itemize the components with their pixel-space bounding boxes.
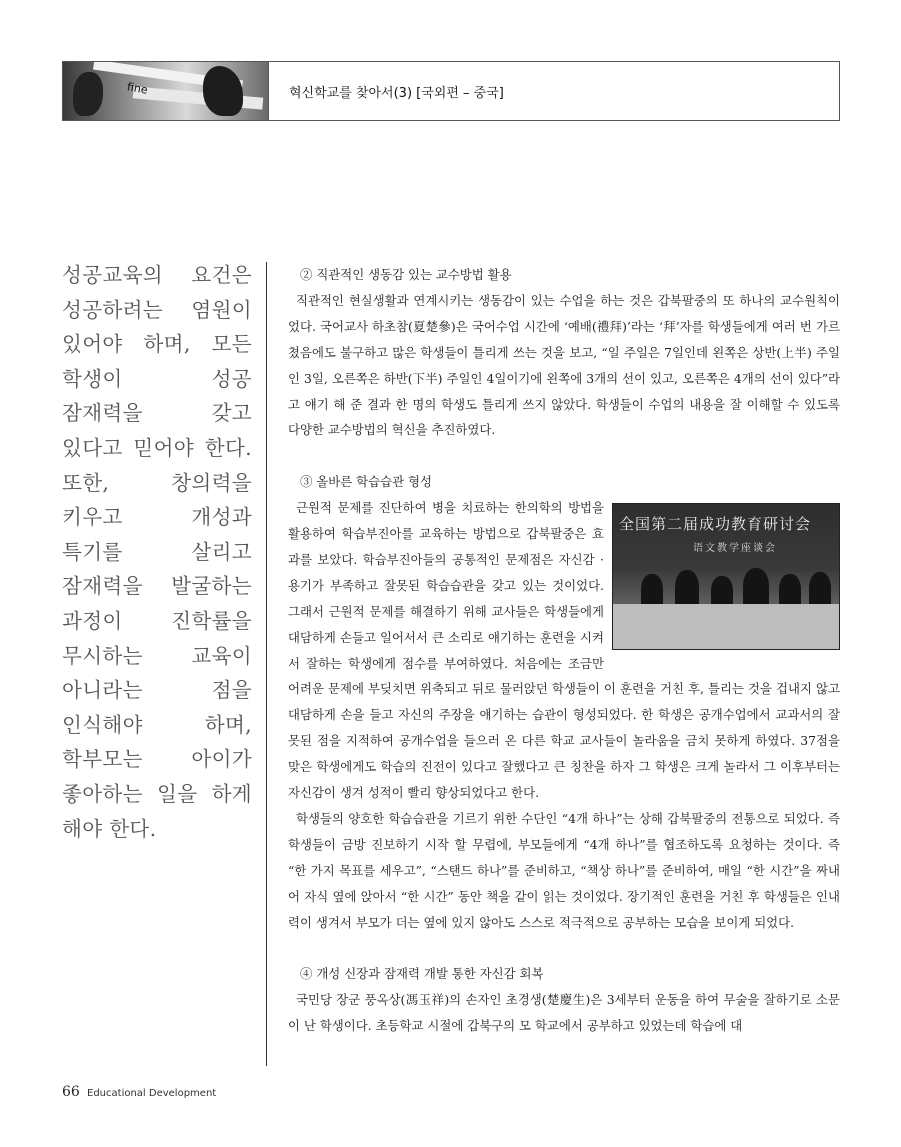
photo-banner-text: 全国第二届成功教育研讨会 xyxy=(619,515,812,534)
page-header xyxy=(62,61,840,121)
footer-label: Educational Development xyxy=(87,1088,217,1099)
section-3-paragraph-1: 근원적 문제를 진단하여 병을 치료하는 한의학의 방법을 활용하여 학습부진아를 교육하는 방법으로 갑북팔중은 효과를 보았다. 학습부진아들의 공통적인 문제점은 자신감 · 용기가 부족하고 잘못된 학습습관을 갖고 있는 것이었다. 그래서 근원적 문제를 해결하기 위해 교사들은 학생들에게 대담하게 손들고 일어서서 큰 소리로 얘기하는 훈련을 시켜서 잘하는 학생에게 점수를 부여하였다. 처음에는 조금만 어려운 문제에 부딪치면 위축되고 뒤로 물러앉던 학생들이 이 훈련을 거친 후, 틀리는 것을 겁내지 않고 대담하게 손을 들고 자신의 주장을 얘기하는 습관이 형성되었다. 한 학생은 공개수업에서 교과서의 잘못된 점을 지적하여 공개수업을 들으러 온 다른 학교 교사들이 놀라움을 금치 못하게 하였다. 37점을 맞은 학생에게도 학습의 진전이 있다고 잘했다고 큰 칭찬을 하자 그 학생은 크게 놀라서 그 이후부터는 자신감이 생겨 성적이 빨리 향상되었다고 한다. xyxy=(288,500,840,801)
page-number: 66 xyxy=(62,1084,80,1100)
header-title: 혁신학교를 찾아서(3) [국외편 – 중국] xyxy=(289,85,504,101)
header-photo-text: fine xyxy=(126,80,149,97)
pull-quote: 성공교육의 요건은 성공하려는 염원이 있어야 하며, 모든 학생이 성공 잠재력을 갖고 있다고 믿어야 한다. 또한, 창의력을 키우고 개성과 특기를 살리고 잠재력을 발굴하는 과정이 진학률을 무시하는 교육이 아니라는 점을 인식해야 하며, 학부모는 아이가 좋아하는 일을 하게 해야 한다. xyxy=(62,263,252,841)
header-photo xyxy=(63,62,269,120)
section-heading-4: ④ 개성 신장과 잠재력 개발 통한 자신감 회복 xyxy=(300,966,544,982)
column-divider xyxy=(266,262,267,1066)
page-footer xyxy=(62,1084,216,1100)
section-3-paragraph-2: 학생들의 양호한 학습습관을 기르기 위한 수단인 “4개 하나”는 상해 갑북팔중의 전통으로 되었다. 즉 학생들이 금방 진보하기 시작 할 무렵에, 부모들에게 “4개 하나”를 협조하도록 요청하는 것이다. 즉 “한 가지 목표를 세우고”, “스탠드 하나”를 준비하고, “책상 하나”를 준비하여, 매일 “한 시간”을 짜내어 자식 옆에 앉아서 “한 시간” 동안 책을 같이 읽는 것이었다. 장기적인 훈련을 거친 후 학생들은 인내력이 생겨서 부모가 더는 옆에 있지 않아도 스스로 적극적으로 공부하는 모습을 보이게 되었다. xyxy=(288,811,840,930)
section-4-paragraph: 국민당 장군 풍옥상(馮玉祥)의 손자인 초경생(楚慶生)은 3세부터 운동을 하여 무술을 잘하기로 소문이 난 학생이다. 초등학교 시절에 갑북구의 모 학교에서 공부하고 있었는데 학습에 대 xyxy=(288,992,840,1034)
photo-subbanner-text: 语文教学座谈会 xyxy=(693,543,777,555)
article-body xyxy=(288,262,840,1039)
section-heading-2: ② 직관적인 생동감 있는 교수방법 활용 xyxy=(300,267,512,282)
section-heading-3: ③ 올바른 학습습관 형성 xyxy=(300,474,432,490)
conference-photo xyxy=(612,503,840,650)
section-2-paragraph: 직관적인 현실생활과 연계시키는 생동감이 있는 수업을 하는 것은 갑북팔중의 또 하나의 교수원칙이었다. 국어교사 하초참(夏楚參)은 국어수업 시간에 ‘예배(禮拜)’라는 ‘拜’자를 학생들에게 여러 번 가르쳤음에도 불구하고 많은 학생들이 틀리게 쓰는 것을 보고, “일 주일은 7일인데 왼쪽은 상반(上半) 주일인 3일, 오른쪽은 하반(下半) 주일인 4일이기에 왼쪽에 3개의 선이 있고, 오른쪽은 4개의 선이 있다”라고 얘기 해 준 결과 한 명의 학생도 틀리게 쓰지 않았다. 학생들이 수업의 내용을 잘 이해할 수 있도록 다양한 교수방법의 혁신을 추진하였다. xyxy=(288,292,840,438)
